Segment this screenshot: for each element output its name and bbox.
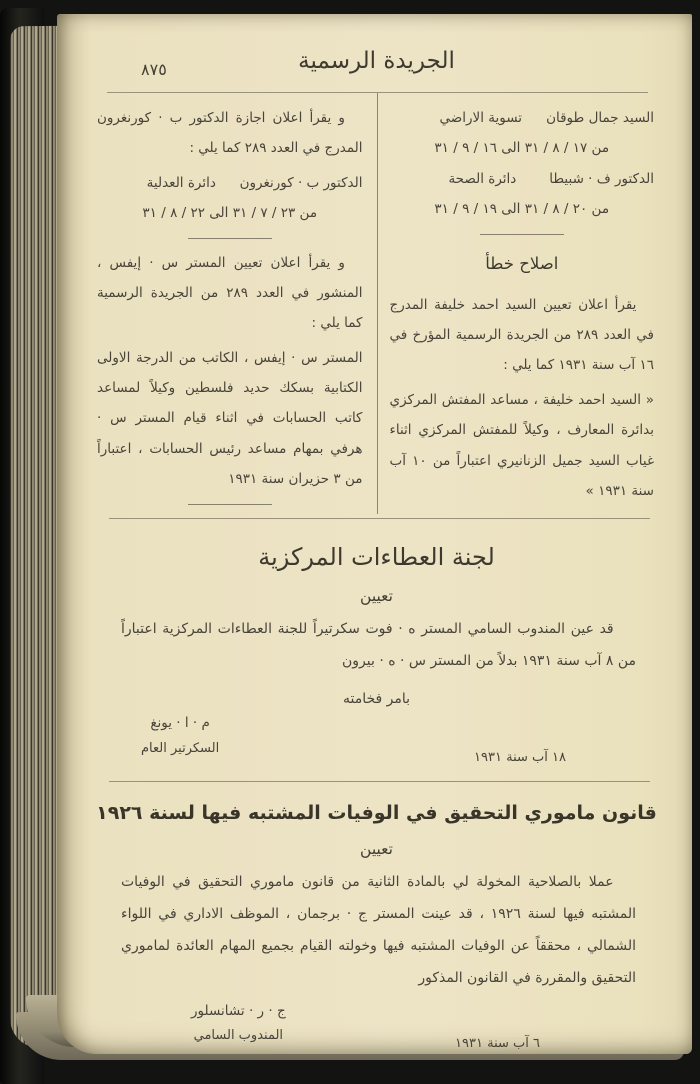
signature-block [191,999,286,1049]
section-divider-rule [109,781,650,782]
correction-body: « السيد احمد خليفة ، مساعد المفتش المركزي بدائرة المعارف ، وكيلاً للمفتش المركزي اثناء غياب السيد جميل الزنانيري اعتباراً من ١٠ آب سنة ١٩٣١ » [389,391,654,499]
notice-intro: و يقرأ اعلان اجازة الدكتور ب · كورنغرون المدرج في العدد ٢٨٩ كما يلي : [97,110,363,157]
correction-heading: اصلاح خطأ [485,253,559,273]
correction-intro: يقرأ اعلان تعيين السيد احمد خليفة المدرج في العدد ٢٨٩ من الجريدة الرسمية المؤرخ في ١٦ آب سنة ١٩٣١ كما يلي : [389,296,654,374]
leave-entry [97,168,363,198]
section-body: قد عين المندوب السامي المستر ه · فوت سكرتيراً للجنة العطاءات المركزية اعتباراً من ٨ آب سنة ١٩٣١ بدلاً من المستر س · ه · بيرون [121,620,636,669]
section-heading: لجنة العطاءات المركزية [258,542,495,571]
notice-body: المستر س · إيفس ، الكاتب من الدرجة الاولى الكتابية بسكك حديد فلسطين وكيلاً لمساعد كاتب الحسابات في اثناء قيام المستر س · هرفي بمهام مساعد رئيس الحسابات ، اعتباراً من ٣ حزيران سنة ١٩٣١ [97,349,363,488]
section-divider-rule [109,518,650,519]
two-column-area [95,93,658,514]
gazette-page [57,14,692,1054]
page-header [95,38,658,88]
header-rule [107,92,648,93]
leave-entry [390,164,655,194]
signature-name: م · ا · يونغ [150,714,210,731]
order-line: بامر فخامته [342,690,411,707]
signature-title: المندوب السامي [193,1028,284,1044]
entry-dates: من ٢٣ / ٧ / ٣١ الى ٢٢ / ٨ / ٣١ [142,205,318,222]
section-subheading: تعيين [360,839,393,858]
gazette-title: الجريدة الرسمية [298,48,455,74]
entry-dates: من ١٧ / ٨ / ٣١ الى ١٦ / ٩ / ٣١ [434,140,610,157]
short-divider [188,504,272,505]
signature-area [95,999,658,1065]
section-heading: قانون ماموري التحقيق في الوفيات المشتبه فيها لسنة ١٩٢٦ [96,801,657,824]
entry-name: السيد جمال طوقان [546,110,654,126]
signature-date: ١٨ آب سنة ١٩٣١ [474,749,566,765]
page-content [57,14,692,1054]
entry-department: دائرة العدلية [146,174,216,191]
entry-name: الدكتور ف · شبيطا [549,170,654,187]
entry-name: الدكتور ب · كورنغرون [239,174,363,191]
page-stack-fore-edge [10,26,60,1048]
entry-department: تسوية الاراضي [439,110,523,126]
entry-department: دائرة الصحة [448,170,517,187]
short-divider [480,234,564,235]
signature-title: السكرتير العام [141,740,220,756]
section-subheading: تعيين [360,586,393,605]
entry-dates: من ٢٠ / ٨ / ٣١ الى ١٩ / ٩ / ٣١ [434,201,610,218]
column-right [377,93,659,514]
short-divider [188,238,272,239]
column-left [95,93,377,514]
signature-block [141,711,219,761]
section-inquiry-law [95,802,658,1065]
signature-date: ٦ آب سنة ١٩٣١ [455,1035,540,1051]
notice-intro: و يقرأ اعلان تعيين المستر س · إيفس ، المنشور في العدد ٢٨٩ من الجريدة الرسمية كما يلي : [97,254,363,332]
page-number: ٨٧٥ [141,60,167,79]
section-central-tenders [95,543,658,777]
leave-entry [390,103,655,133]
section-body: عملا بالصلاحية المخولة لي بالمادة الثانية من قانون ماموري التحقيق في الوفيات المشتبه فيها لسنة ١٩٢٦ ، قد عينت المستر ج · برجمان ، الموظف الاداري في اللواء الشمالي ، محققاً عن الوفيات المشتبه فيها وخولته القيام بجميع المهام العائدة لماموري التحقيق والمقررة في القانون المذكور [121,873,636,987]
signature-area [95,711,658,777]
signature-name: ج · ر · تشانسلور [191,1002,286,1019]
